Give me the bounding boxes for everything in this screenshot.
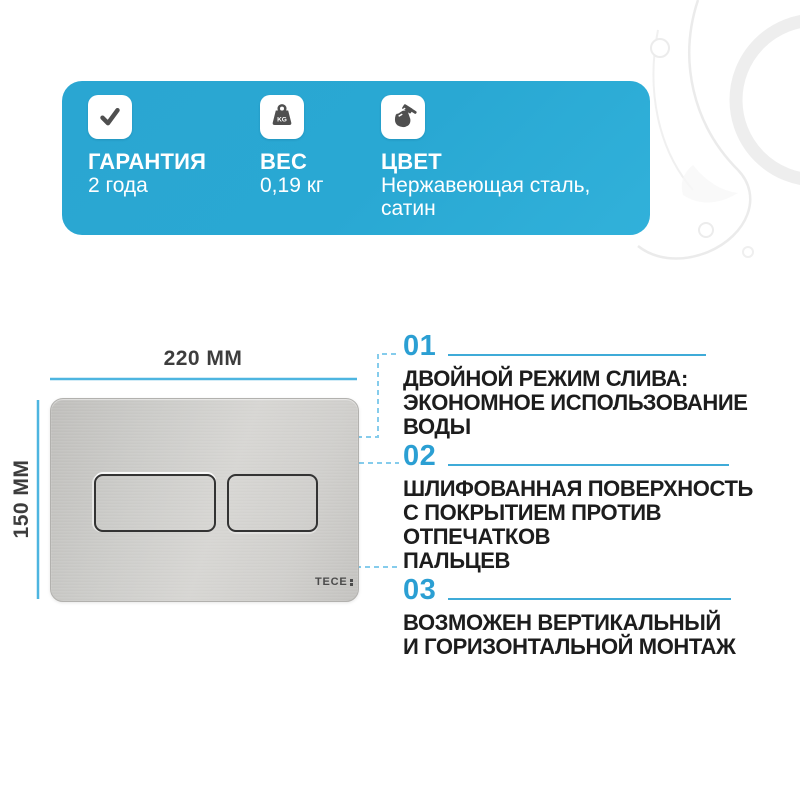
spec-banner	[62, 81, 650, 235]
spec-color	[381, 95, 616, 220]
weight-value: 0,19 кг	[260, 174, 324, 197]
svg-text:KG: KG	[277, 116, 287, 124]
feature-1-number: 01	[403, 330, 437, 362]
height-dimension-label: 150 ММ	[10, 459, 33, 539]
feature-2-text: ШЛИФОВАННАЯ ПОВЕРХНОСТЬ С ПОКРЫТИЕМ ПРОТИВ ОТПЕЧАТКОВ ПАЛЬЦЕВ	[403, 476, 753, 573]
checkmark-icon	[88, 95, 132, 139]
brand-logo-squares	[350, 579, 353, 586]
flush-plate	[50, 398, 359, 602]
feature-block-3	[403, 576, 736, 659]
paint-bucket-icon	[381, 95, 425, 139]
feature-block-2	[403, 442, 800, 573]
feature-3-number: 03	[403, 574, 437, 606]
warranty-label: ГАРАНТИЯ	[88, 149, 207, 174]
feature-3-text: ВОЗМОЖЕН ВЕРТИКАЛЬНЫЙ И ГОРИЗОНТАЛЬНОЙ МОНТАЖ	[403, 610, 736, 659]
feature-2-rule	[448, 464, 729, 466]
brand-logo	[315, 576, 353, 588]
small-flush-button	[227, 474, 318, 532]
color-label: ЦВЕТ	[381, 149, 442, 174]
color-value: Нержавеющая сталь, сатин	[381, 174, 591, 220]
feature-block-1	[403, 332, 800, 439]
spec-weight	[260, 95, 324, 197]
width-dimension-label: 220 ММ	[163, 347, 243, 370]
brand-name: TECE	[315, 576, 348, 588]
feature-3-rule	[448, 598, 731, 600]
feature-1-rule	[448, 354, 706, 356]
large-flush-button	[94, 474, 216, 532]
weight-kg-icon	[260, 95, 304, 139]
weight-label: ВЕС	[260, 149, 308, 174]
feature-1-text: ДВОЙНОЙ РЕЖИМ СЛИВА: ЭКОНОМНОЕ ИСПОЛЬЗОВАНИЕ ВОДЫ	[403, 366, 748, 439]
warranty-value: 2 года	[88, 174, 148, 197]
feature-2-number: 02	[403, 440, 437, 472]
spec-warranty	[88, 95, 206, 197]
